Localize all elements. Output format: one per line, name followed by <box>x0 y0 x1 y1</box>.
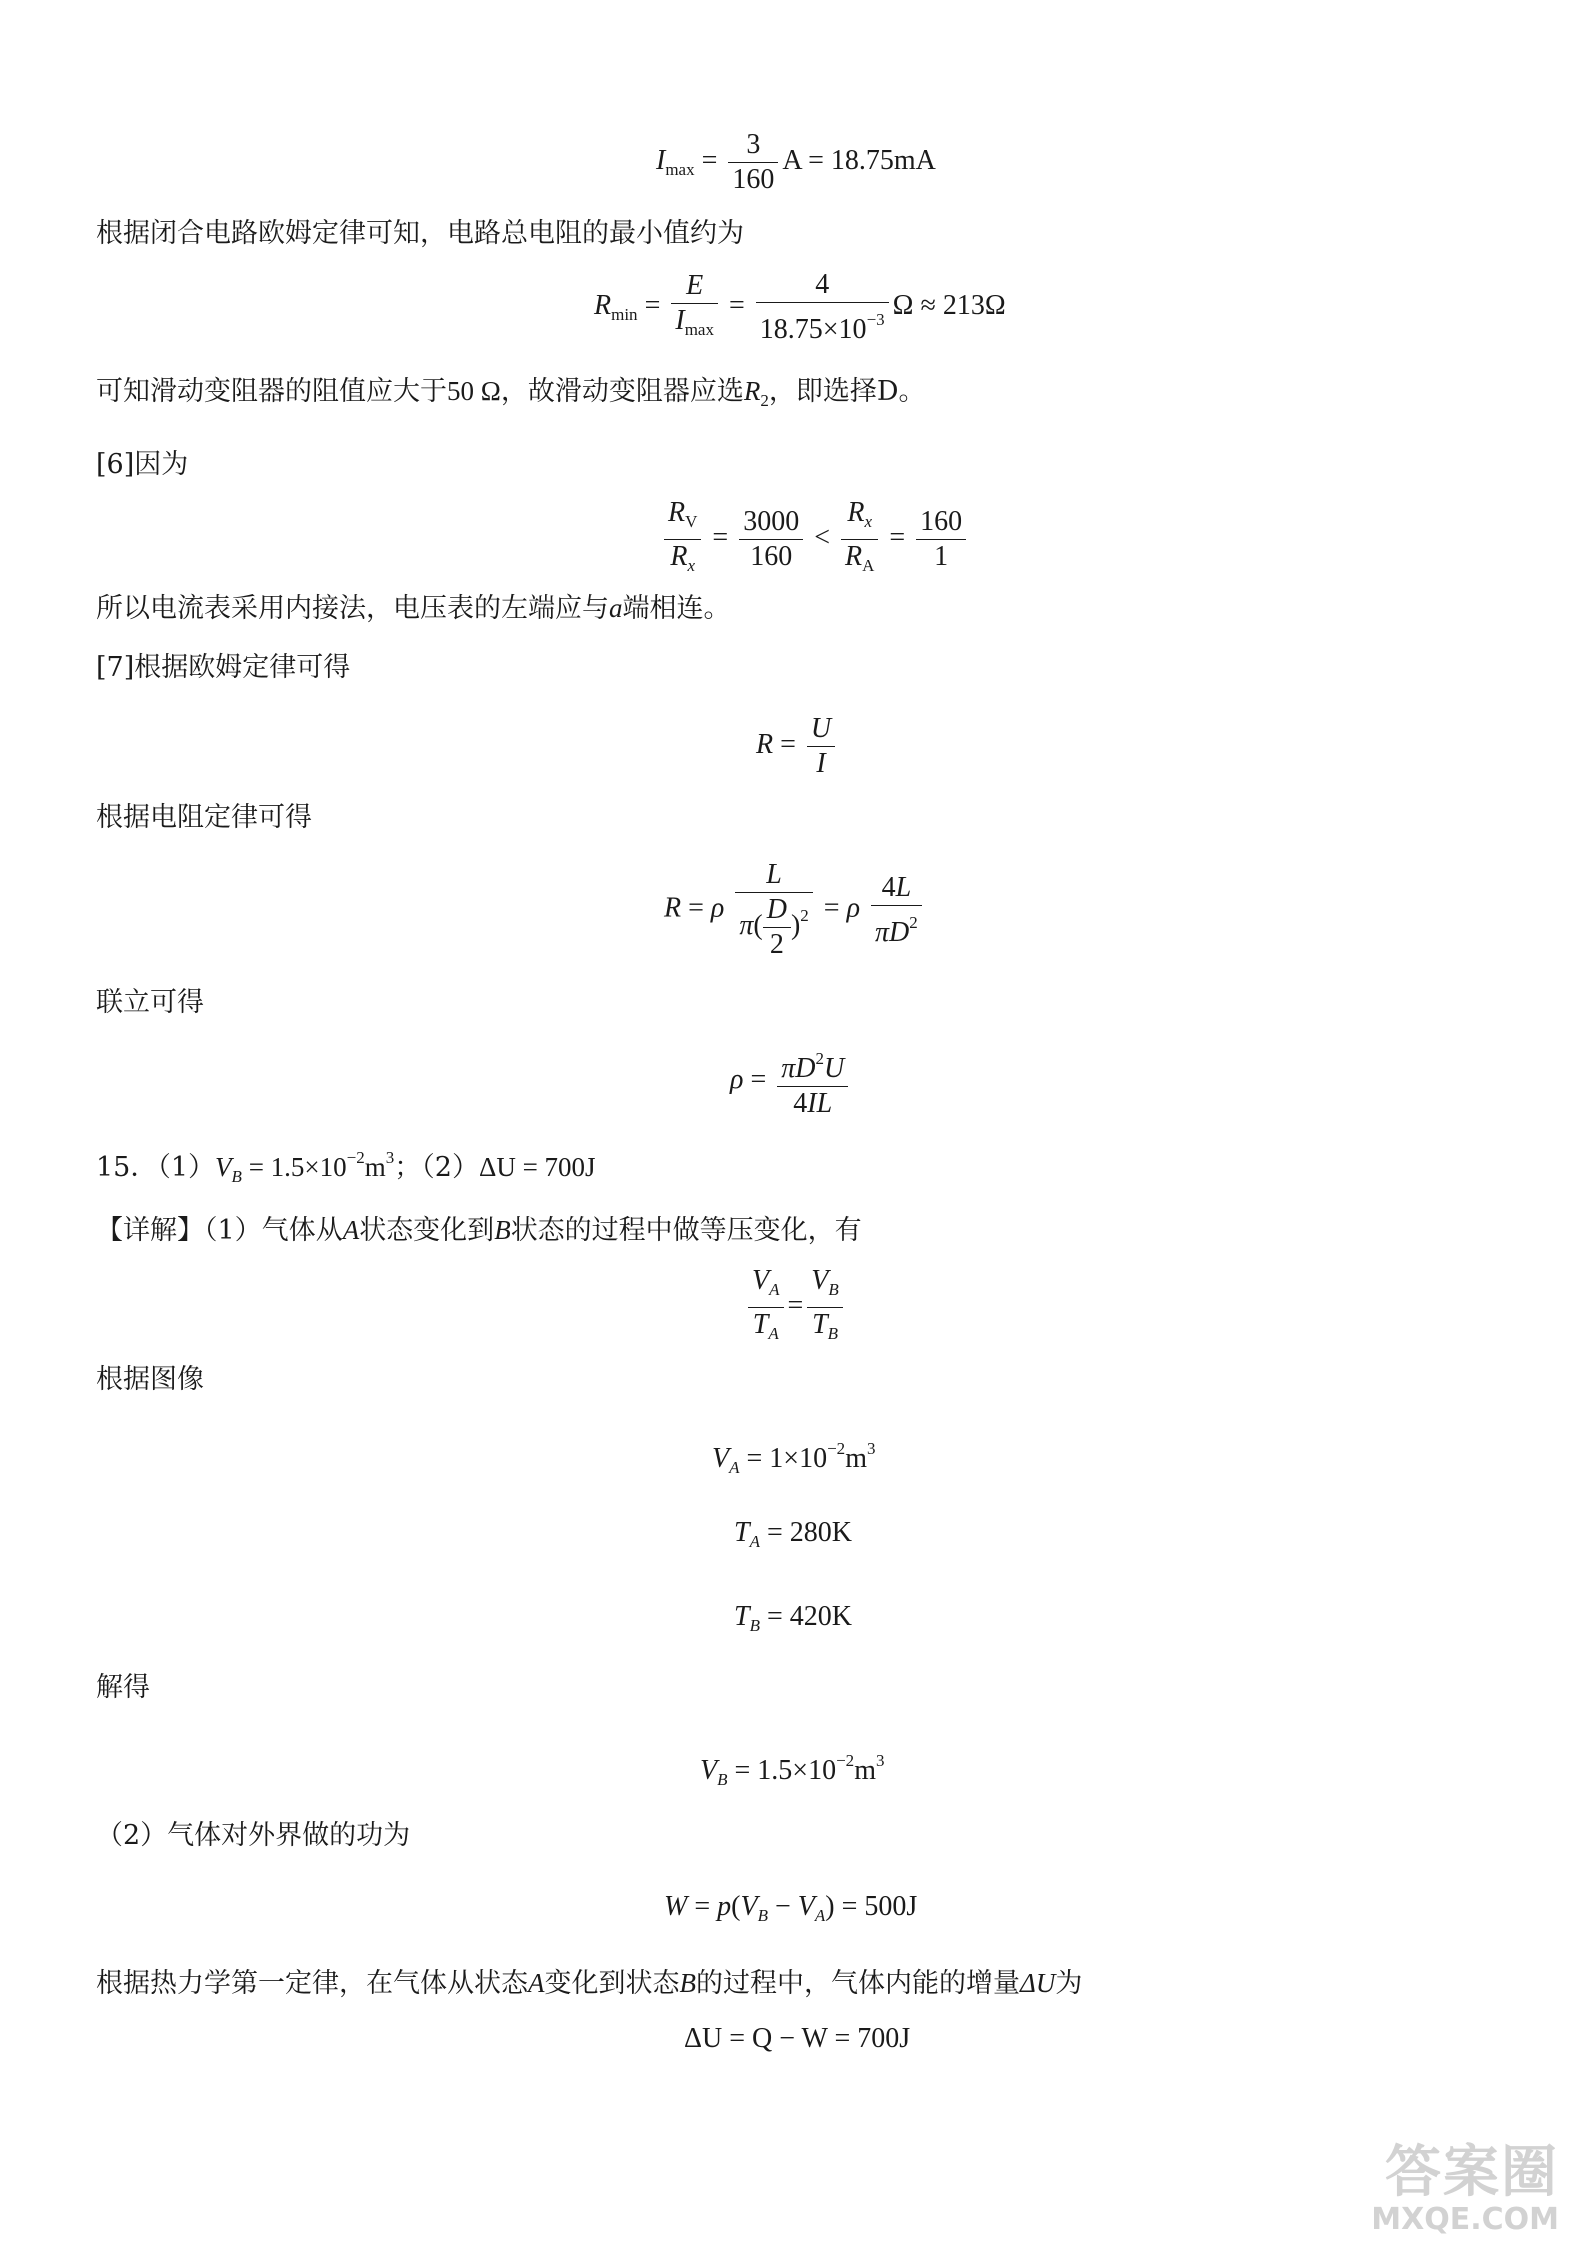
equation-rv-rx: $\frac{R_V}{R_x}$ = $\frac{3000}{160}$ < $\frac{R_x}{R_A}$ = $\frac{160}{1}$ <box>660 496 970 583</box>
equation-isobaric: $\frac{V_A}{T_A}$ = $\frac{V_B}{T_B}$ <box>744 1264 847 1351</box>
equation-ohm: R = $\frac{U}{I}$ <box>756 712 839 781</box>
equation-va: $V_A = 1\times 10^{-2}m^3$ <box>712 1439 876 1477</box>
text-line-3: [6]因为 <box>96 449 189 480</box>
text-line-7: 联立可得 <box>96 987 204 1018</box>
equation-tb: $T_B = 420K$ <box>734 1601 852 1635</box>
equation-resistivity: R = ρ L π( $\frac{D}{2}$ )$^2$ = ρ $\frac{4L}{\pi D^2}$ <box>664 858 926 962</box>
text-line-5: [7]根据欧姆定律可得 <box>96 652 351 683</box>
text-line-9: 解得 <box>96 1672 150 1703</box>
equation-delta-u: ΔU = Q − W = 700J <box>684 2023 911 2054</box>
text-line-4: 所以电流表采用内接法，电压表的左端应与a端相连。 <box>96 593 731 624</box>
text-line-1: 根据闭合电路欧姆定律可知，电路总电阻的最小值约为 <box>96 218 744 249</box>
watermark-logo: 答案圈 MXQE.COM <box>1371 2140 1559 2237</box>
equation-rmin: $R_{min}$ = $\frac{E}{I_{max}}$ = $\frac{4}{18.75\times 10^{-3}}$ Ω ≈ 213Ω <box>594 269 1006 345</box>
equation-work: $W = p(V_B - V_A) = 500J$ <box>664 1891 918 1925</box>
equation-vb: $V_B = 1.5\times 10^{-2}m^3$ <box>700 1751 885 1789</box>
equation-imax: $I_{max}$ = $\frac{3}{160}$ A = 18.75mA <box>656 129 936 195</box>
text-line-10: （2）气体对外界做的功为 <box>96 1820 411 1851</box>
detail-line: 【详解】（1）气体从A状态变化到B状态的过程中做等压变化，有 <box>96 1215 862 1246</box>
text-line-2: 可知滑动变阻器的阻值应大于50 Ω，故滑动变阻器应选$R_2$，即选择D。 <box>96 376 926 410</box>
text-line-6: 根据电阻定律可得 <box>96 802 312 833</box>
equation-rho: ρ = $\frac{\pi D^2U}{4IL}$ <box>730 1042 852 1121</box>
equation-ta: $T_A = 280K$ <box>734 1517 852 1551</box>
question-15-answer: 15．$(1)V_B = 1.5\times 10^{-2}m^3$；（2）ΔU = 700J <box>96 1148 596 1186</box>
text-line-8: 根据图像 <box>96 1364 204 1395</box>
text-line-11: 根据热力学第一定律，在气体从状态A变化到状态B的过程中，气体内能的增量ΔU为 <box>96 1968 1083 1999</box>
